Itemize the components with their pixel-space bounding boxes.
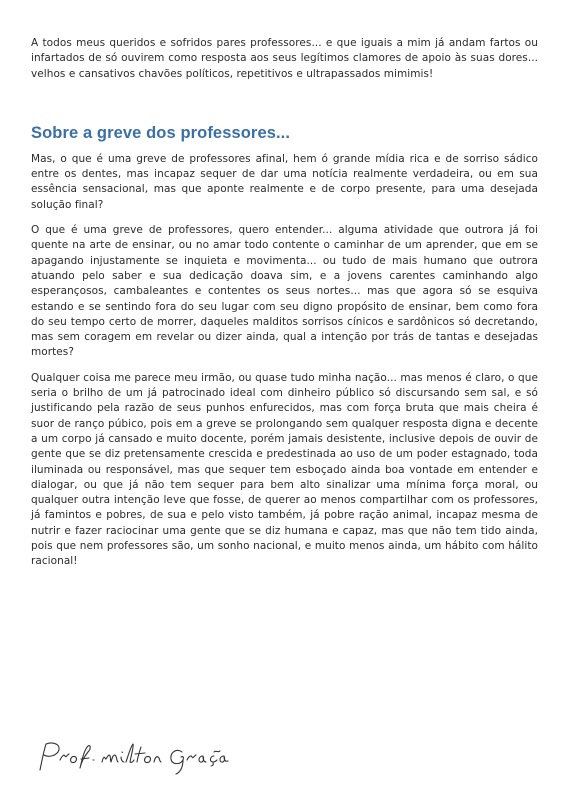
document-page [31,36,538,580]
handwritten-signature [36,738,256,778]
body-paragraph-3: Qualquer coisa me parece meu irmão, ou quase tudo minha nação... mas menos é claro, o que seria o brilho de um já patrocinado ideal com dinheiro público só discursando sem sal, e só justificando pela razão de seus punhos enfurecidos, mas com força bruta que mais cheira é suor de ranço púbico, pois em a greve se prolongando sem qualquer resposta digna e decente a um corpo já cansado e muito docente, porém jamais desistente, inclusive depois de ouvir de gente que se diz pretensamente crescida e predestinada ao uso de um poder estagnado, toda iluminada ou responsável, mas que sequer tem esboçado ainda boa vontade em entender e dialogar, ou que já não tem sequer para bem alto sinalizar uma mínima força moral, ou qualquer outra intenção leve que fosse, de querer ao menos compartilhar com os professores, já famintos e pobres, de sua e pelo visto também, já pobre ração animal, incapaz mesma de nutrir e fazer raciocinar uma gente que se diz humana e capaz, mas que não tem tido ainda, pois que nem professores são, um sonho nacional, e muito menos ainda, um hábito com hálito racional! [31,371,538,568]
section-heading: Sobre a greve dos professores... [31,123,291,142]
body-paragraph-2: O que é uma greve de professores, quero entender... alguma atividade que outrora já foi quente na arte de ensinar, ou no amar todo contente o caminhar de um aprender, que em se apagando injustamente se inquieta e movimenta... ou tudo de mais humano que outrora atuando pelo saber e sua dedicação doava sim, e a jovens carentes caminhando algo esperançosos, cambaleantes e contentes os seus nortes... mas que agora só se esquiva estando e se sentindo fora do seu lugar com seu digno propósito de ensinar, bem como fora do seu tempo certo de morrer, daqueles malditos sorrisos cínicos e sardônicos só decretando, mas sem coragem em revelar ou dizer ainda, qual a intenção por trás de tantas e desejadas mortes? [31,224,538,359]
body-paragraph-1: Mas, o que é uma greve de professores afinal, hem ó grande mídia rica e de sorriso sádico entre os dentes, mas incapaz sequer de dar uma notícia realmente verdadeira, ou em sua essência sensacional, mas que aponte realmente e de corpo presente, para uma desejada solução final? [31,152,538,211]
intro-paragraph: A todos meus queridos e sofridos pares professores... e que iguais a mim já andam fartos ou infartados de só ouvirem como resposta aos seus legítimos clamores de apoio às suas dores... velhos e cansativos chavões políticos, repetitivos e ultrapassados mimimis! [31,37,538,80]
